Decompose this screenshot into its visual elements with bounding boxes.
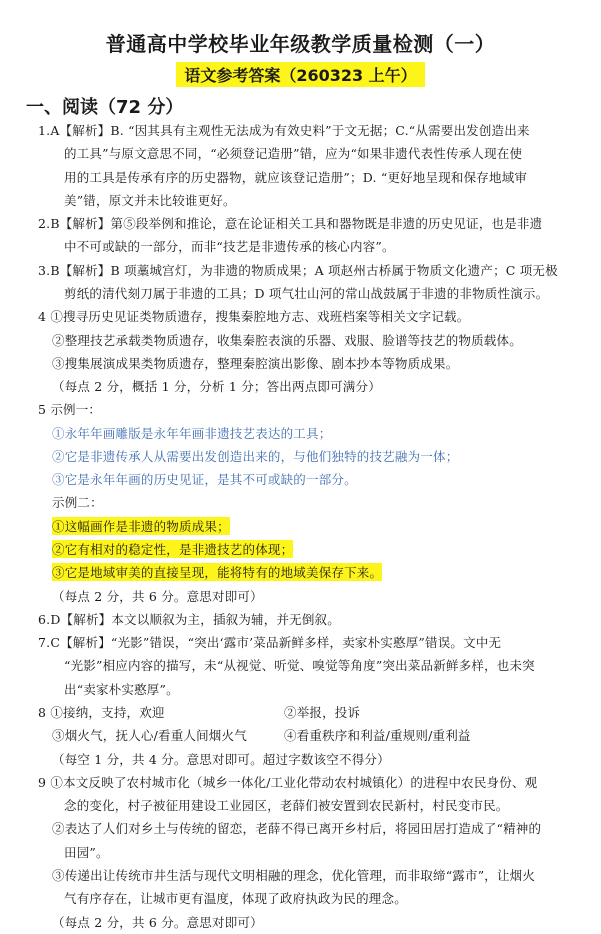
answer-5-example-2-point-3: ③它是地域审美的直接呈现，能将特有的地域美保存下来。 [52, 565, 383, 581]
answer-8-blank-2: ②举报，投诉 [284, 705, 361, 720]
answer-1-line-2: 的工具”与原文意思不同，“必须登记造册”错，应为“如果非遗代表性传承人现在使 [64, 146, 523, 162]
answer-9-point-2-line-2: 田园”。 [64, 844, 109, 860]
answer-6: 6.D【解析】本文以顺叙为主，插叙为辅，并无倒叙。 [38, 611, 340, 627]
answer-2-line-1: 2.B【解析】第⑤段举例和推论，意在论证相关工具和器物既是非遗的历史见证，也是非遗 [38, 216, 543, 232]
answer-8-scoring: （每空 1 分，共 4 分。意思对即可。超过字数该空不得分） [52, 751, 390, 767]
answer-2-line-2: 中不可或缺的一部分，而非“技艺是非遗传承的核心内容”。 [64, 239, 395, 255]
answer-3-line-1: 3.B【解析】B 项藁城宫灯，为非遗的物质成果；A 项赵州古桥属于物质文化遗产；C 项无极 [38, 262, 558, 278]
answer-4-point-3: ③搜集展演成果类物质遗存，整理秦腔演出影像、剧本抄本等物质成果。 [52, 355, 459, 371]
answer-5-example-1-point-2: ②它是非遗传承人从需要出发创造出来的，与他们独特的技艺融为一体； [52, 448, 459, 464]
answer-8-blank-4: ④看重秩序和利益/重规则/重利益 [284, 728, 471, 744]
answer-5-example-1-point-3: ③它是永年年画的历史见证，是其不可或缺的一部分。 [52, 472, 357, 488]
answer-key-subtitle: 语文参考答案（260323 上午） [176, 62, 424, 87]
answer-1-line-1: 1.A【解析】B. “因其具有主观性无法成为有效史料”于文无据；C.“从需要出发创造出来 [38, 123, 530, 138]
answer-9-point-1-line-2: 念的变化，村子被征用建设工业园区，老薛们被安置到农民新村，村民变市民。 [64, 798, 509, 814]
answer-9-point-3-line-1: ③传递出让传统市井生活与现代文明相融的理念，优化管理，而非取缔“露市”，让烟火 [52, 867, 536, 883]
answer-7-line-3: 出“卖家朴实憨厚”。 [64, 681, 179, 697]
answer-9-point-3-line-2: 气有序存在，让城市更有温度，体现了政府执政为民的理念。 [64, 891, 407, 907]
answer-3-line-2: 剪纸的清代刻刀属于非遗的工具；D 项气壮山河的常山战鼓属于非遗的非物质性演示。 [64, 285, 549, 301]
answer-7-line-1: 7.C【解析】“光影”错误，“突出‘露市’菜品新鲜多样，卖家朴实憨厚”错误。文中无 [38, 635, 502, 651]
answer-1-line-3: 用的工具是传承有序的历史器物，就应该登记造册”；D. “更好地呈现和保存地域审 [64, 169, 528, 185]
answer-5-example-1-label: 5 示例一： [38, 402, 102, 418]
answer-8-blank-3: ③烟火气，抚人心/看重人间烟火气 [52, 728, 247, 744]
answer-9-point-2-line-1: ②表达了人们对乡土与传统的留恋，老薛不得已离开乡村后，将园田居打造成了“精神的 [52, 821, 542, 837]
section-heading: 一、阅读（72 分） [26, 97, 184, 118]
answer-9-scoring: （每点 2 分，共 6 分。意思对即可） [52, 914, 263, 930]
answer-4-scoring: （每点 2 分，概括 1 分，分析 1 分；答出两点即可满分） [52, 379, 381, 395]
page-title: 普通高中学校毕业年级教学质量检测（一） [105, 32, 496, 56]
answer-5-example-2-point-1: ①这幅画作是非遗的物质成果； [52, 518, 230, 534]
answer-5-example-2-point-2: ②它有相对的稳定性，是非遗技艺的体现； [52, 542, 294, 558]
answer-9-point-1-line-1: 9 ①本文反映了农村城市化（城乡一体化/工业化带动农村城镇化）的进程中农民身份、观 [38, 774, 538, 790]
answer-4-point-1: 4 ①搜寻历史见证类物质遗存，搜集秦腔地方志、戏班档案等相关文字记载。 [38, 309, 470, 325]
answer-1-line-4: 美”错，原文并未比较谁更好。 [64, 192, 236, 208]
answer-5-example-1-point-1: ①永年年画雕版是永年年画非遗技艺表达的工具； [52, 425, 332, 441]
answer-8-blank-1: 8 ①接纳，支持，欢迎 [38, 705, 165, 720]
answer-7-line-2: “光影”相应内容的描写，未“从视觉、听觉、嗅觉等角度”突出菜品新鲜多样，也未突 [64, 658, 535, 674]
answer-4-point-2: ②整理技艺承载类物质遗存，收集秦腔表演的乐器、戏服、脸谱等技艺的物质载体。 [52, 332, 522, 348]
answer-5-scoring: （每点 2 分，共 6 分。意思对即可） [52, 588, 263, 604]
answer-5-example-2-label: 示例二： [52, 495, 103, 511]
subtitle-container [0, 62, 601, 87]
